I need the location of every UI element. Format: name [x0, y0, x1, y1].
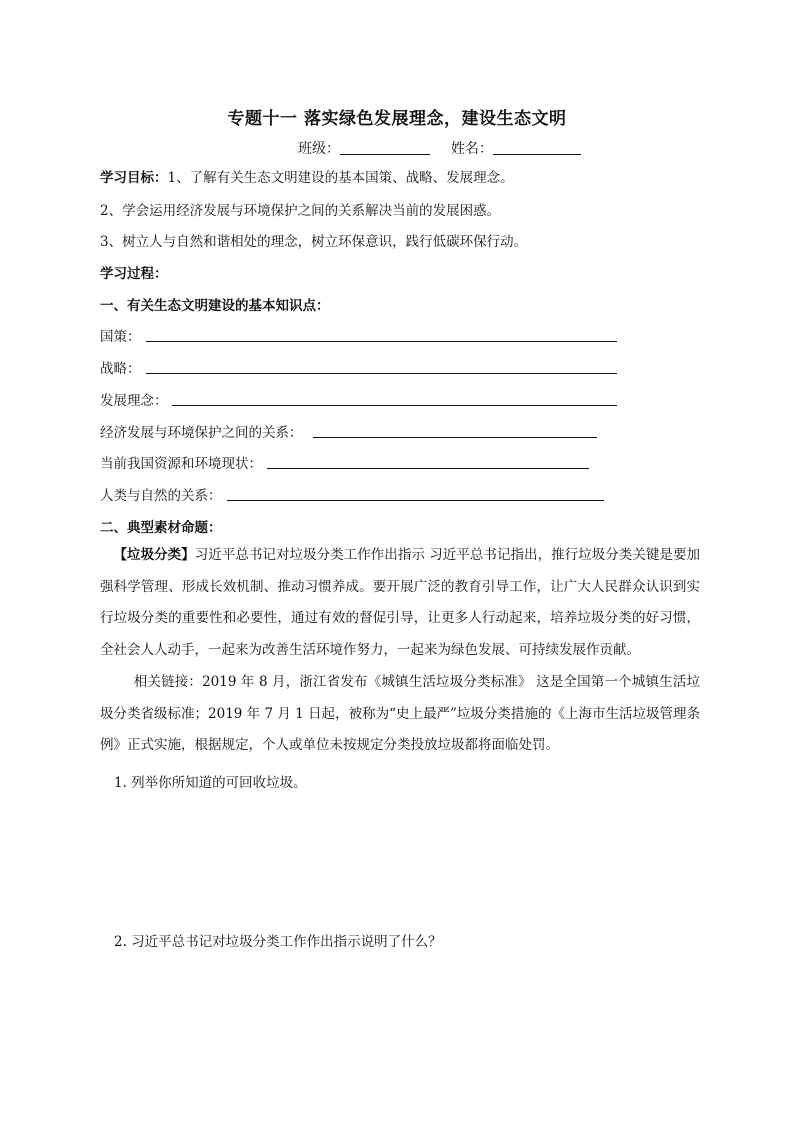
name-label: 姓名：: [450, 141, 493, 157]
field-renlei-blank[interactable]: [227, 499, 604, 501]
field-guoce-blank[interactable]: [146, 340, 617, 342]
material-paragraph: [100, 540, 700, 666]
field-zhanlue-label: 战略：: [100, 361, 141, 377]
section1-heading: 一、有关生态文明建设的基本知识点：: [100, 298, 330, 314]
goal-1: [100, 166, 514, 186]
page-title: 专题十一 落实绿色发展理念，建设生态文明: [227, 109, 567, 129]
goal-2: 2、学会运用经济发展与环境保护之间的关系解决当前的发展困惑。: [100, 203, 501, 219]
question-1: 1. 列举你所知道的可回收垃圾。: [114, 775, 307, 791]
goal-3: 3、树立人与自然和谐相处的理念，树立环保意识，践行低碳环保行动。: [100, 234, 528, 250]
field-guoce-label: 国策：: [100, 329, 141, 345]
field-renlei-label: 人类与自然的关系：: [100, 488, 222, 504]
class-label: 班级：: [298, 141, 340, 157]
class-blank[interactable]: [340, 140, 430, 155]
field-linian-label: 发展理念：: [100, 393, 168, 409]
goal-1-text: 1、了解有关生态文明建设的基本国策、战略、发展理念。: [167, 170, 514, 186]
field-zhanlue-blank[interactable]: [146, 372, 617, 374]
field-guanxi-blank[interactable]: [313, 436, 597, 438]
process-heading: 学习过程：: [100, 266, 168, 282]
section2-heading: 二、典型素材命题：: [100, 520, 222, 536]
related-link-paragraph: 相关链接：2019 年 8 月，浙江省发布《城镇生活垃圾分类标准》 这是全国第一个城镇生活垃圾分类省级标准；2019 年 7 月 1 日起，被称为“史上最严”垃圾分类措施的《上海市生活垃圾管理条例》正式实施，根据规定，个人或单位未按规定分类投放垃圾都将面临处罚。: [100, 674, 700, 753]
goals-heading: 学习目标：: [100, 170, 168, 186]
name-blank[interactable]: [493, 140, 581, 155]
question-2: 2. 习近平总书记对垃圾分类工作作出指示说明了什么？: [114, 934, 442, 950]
student-info: [298, 138, 581, 158]
field-guanxi-label: 经济发展与环境保护之间的关系：: [100, 425, 303, 441]
field-linian-blank[interactable]: [172, 404, 617, 406]
material-text: 习近平总书记对垃圾分类工作作出指示 习近平总书记指出，推行垃圾分类关键是要加强科学管理、形成长效机制、推动习惯养成。要开展广泛的教育引导工作，让广大人民群众认识到实行垃圾分类的重要性和必要性，通过有效的督促引导，让更多人行动起来，培养垃圾分类的好习惯，全社会人人动手，一起来为改善生活环境作努力，一起来为绿色发展、可持续发展作贡献。: [100, 547, 701, 658]
field-xianzhuang-blank[interactable]: [267, 467, 589, 469]
material-tag: 【垃圾分类】: [113, 547, 195, 563]
field-xianzhuang-label: 当前我国资源和环境现状：: [100, 456, 262, 472]
